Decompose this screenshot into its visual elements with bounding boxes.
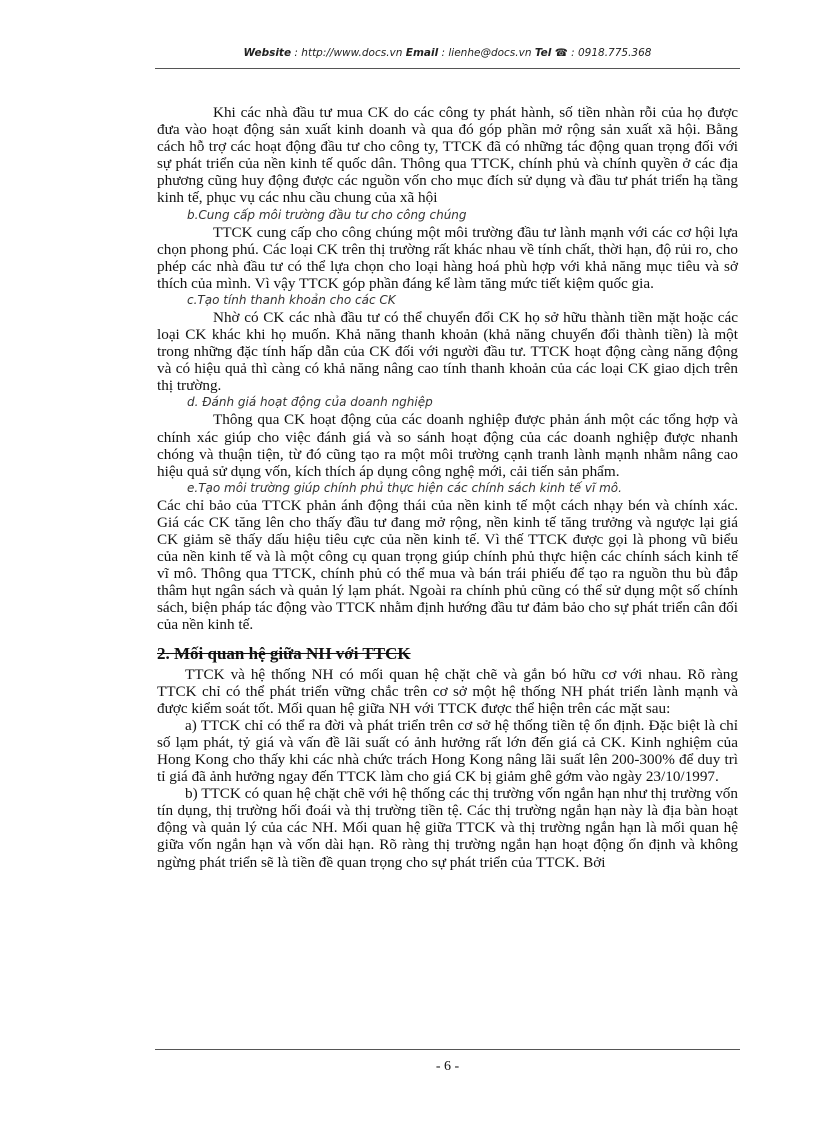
paragraph-point-b: b) TTCK có quan hệ chặt chẽ với hệ thống các thị trường vốn ngắn hạn như thị trường vốn tín dụng, thị trường hối đoái và thị trường tiền tệ. Các thị trường ngắn hạn này là địa bàn hoạt động và quản lý của các NH. Mối quan hệ giữa TTCK và thị trường ngắn hạn là mối quan hệ giữa vốn ngắn hạn và vốn dài hạn. Rõ ràng thị trường ngắn hạn hoạt động ổn định và không ngừng phát triển sẽ là tiền đề quan trọng cho sự phát triển của TTCK. Bởi xyxy=(157,785,738,871)
subheading-d: d. Đánh giá hoạt động của doanh nghiệp xyxy=(187,395,433,410)
footer-divider xyxy=(155,1049,740,1050)
page-number: - 6 - xyxy=(435,1059,460,1074)
tel-label: Tel xyxy=(534,47,552,59)
email-label: Email xyxy=(405,47,439,59)
paragraph-environment: TTCK cung cấp cho công chúng một môi trường đầu tư lành mạnh với các cơ hội lựa chọn phong phú. Các loại CK trên thị trường rất khác nhau về tính chất, thời hạn, độ rủi ro, cho phép các nhà đầu tư có thể lựa chọn cho loại hàng hoá phù hợp với khả năng mục tiêu và sở thích của mình. Vì vậy TTCK góp phần đáng kể làm tăng mức tiết kiệm quốc gia. xyxy=(157,223,738,292)
website-value: : http://www.docs.vn xyxy=(291,47,406,59)
page-header xyxy=(155,47,740,59)
paragraph-relationship: TTCK và hệ thống NH có mối quan hệ chặt chẽ và gắn bó hữu cơ với nhau. Rõ ràng TTCK chỉ có thể phát triển vững chắc trên cơ sở một hệ thống NH phát triển lành mạnh và được kiểm soát tốt. Mối quan hệ giữa NH với TTCK được thể hiện trên các mặt sau: xyxy=(157,665,738,717)
section-title: 2. Mối quan hệ giữa NH với TTCK xyxy=(157,643,411,663)
paragraph-liquidity: Nhờ có CK các nhà đầu tư có thể chuyển đổi CK họ sở hữu thành tiền mặt hoặc các loại CK khác khi họ muốn. Khả năng thanh khoản (khả năng chuyển đổi thành tiền) là một trong những đặc tính hấp dẫn của CK đối với người đầu tư. TTCK hoạt động càng năng động và có hiệu quả thì càng có khả năng nâng cao tính thanh khoản của các loại CK giao dịch trên thị trường. xyxy=(157,308,738,395)
website-label: Website xyxy=(243,47,292,59)
subheading-b: b.Cung cấp môi trường đầu tư cho công chúng xyxy=(187,207,467,222)
tel-value: ☎ : 0918.775.368 xyxy=(551,47,652,59)
document-body xyxy=(157,104,738,871)
paragraph-point-a: a) TTCK chỉ có thể ra đời và phát triển trên cơ sở hệ thống tiền tệ ổn định. Đặc biệt là chỉ số lạm phát, tỷ giá và vấn đề lãi suất có ảnh hưởng rất lớn đến giá cả CK. Kinh nghiệm của Hong Kong cho thấy khi các nhà chức trách Hong Kong nâng lãi suất lên 200-300% để duy trì tỉ giá đã ảnh hưởng ngay đến TTCK làm cho giá CK bị giảm ghê gớm vào ngày 23/10/1997. xyxy=(157,716,738,786)
paragraph-investment: Khi các nhà đầu tư mua CK do các công ty phát hành, số tiền nhàn rỗi của họ được đưa vào hoạt động sản xuất kinh doanh và qua đó góp phần mở rộng sản xuất xã hội. Bằng cách hỗ trợ các hoạt động đầu tư cho công ty, TTCK đã có những tác động quan trọng đối với sự phát triển của nền kinh tế quốc dân. Thông qua TTCK, chính phủ và chính quyền ở các địa phương cũng huy động được các nguồn vốn cho mục đích sử dụng và đầu tư phát triển hạ tầng kinh tế, phục vụ các nhu cầu chung của xã hội xyxy=(157,104,738,207)
paragraph-macro-policy: Các chỉ bảo của TTCK phản ánh động thái của nền kinh tế một cách nhạy bén và chính xác. Giá các CK tăng lên cho thấy đầu tư đang mở rộng, nền kinh tế tăng trưởng và ngược lại giá CK giảm sẽ thấy dấu hiệu tiêu cực của nền kinh tế. Vì thế TTCK được gọi là phong vũ biểu của nền kinh tế và là một công cụ quan trọng giúp chính phủ thực hiện các chính sách kinh tế vĩ mô. Thông qua TTCK, chính phủ có thể mua và bán trái phiếu để tạo ra nguồn thu bù đắp thâm hụt ngân sách và quản lý lạm phát. Ngoài ra chính phủ cũng có thể sử dụng một số chính sách, biện pháp tác động vào TTCK nhằm định hướng đầu tư đảm bảo cho sự phát triển cân đối của nền kinh tế. xyxy=(157,496,738,634)
header-divider xyxy=(155,68,740,69)
paragraph-evaluation: Thông qua CK hoạt động của các doanh nghiệp được phản ánh một các tổng hợp và chính xác giúp cho việc đánh giá và so sánh hoạt động của các doanh nghiệp được nhanh chóng và thuận tiện, từ đó cũng tạo ra một môi trường cạnh tranh lành mạnh nhằm nâng cao hiệu quả sử dụng vốn, kích thích áp dụng công nghệ mới, cải tiến sản phẩm. xyxy=(157,411,738,480)
email-value: : lienhe@docs.vn xyxy=(438,47,535,59)
subheading-e: e.Tạo môi trường giúp chính phủ thực hiện các chính sách kinh tế vĩ mô. xyxy=(187,480,622,495)
subheading-c: c.Tạo tính thanh khoản cho các CK xyxy=(187,292,396,307)
